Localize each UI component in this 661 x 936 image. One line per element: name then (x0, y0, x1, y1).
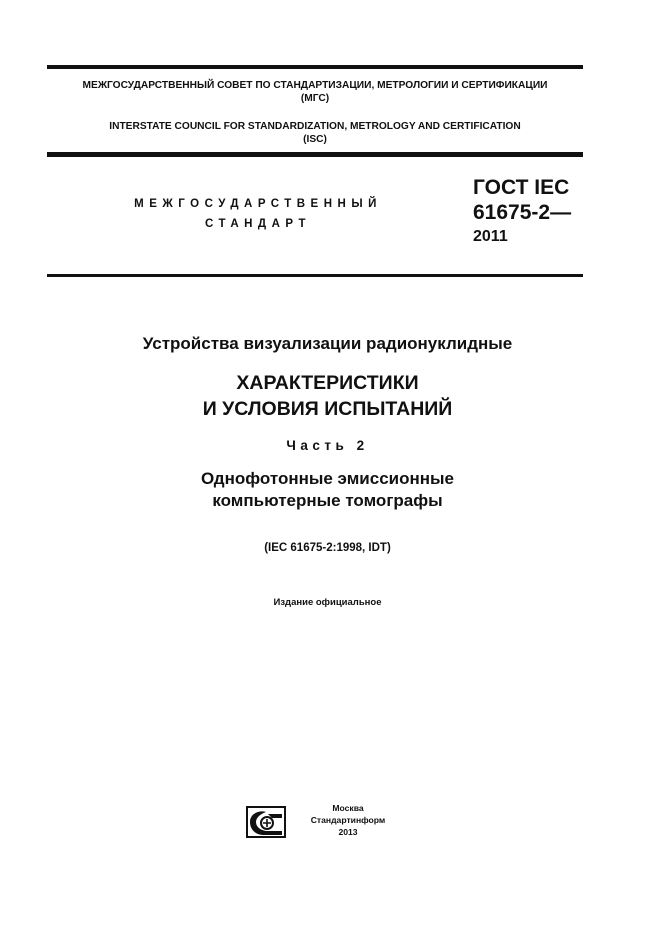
middle-rule (47, 152, 583, 157)
document-title-caps (0, 370, 658, 422)
standartinform-logo-icon (246, 806, 286, 838)
bottom-rule (47, 274, 583, 277)
council-ru-abbr: (МГС) (300, 93, 330, 104)
subtitle-line1: Однофотонные эмиссионные (200, 469, 455, 488)
publisher-block (246, 800, 416, 850)
council-ru (47, 79, 583, 105)
iec-reference: (IEC 61675-2:1998, IDT) (264, 542, 391, 554)
council-en-name: INTERSTATE COUNCIL FOR STANDARDIZATION, METROLOGY AND CERTIFICATION (109, 121, 521, 132)
standard-type-line1: МЕЖГОСУДАРСТВЕННЫЙ (134, 198, 382, 210)
publisher-city: Москва (332, 803, 364, 813)
standard-number-line1: ГОСТ IEC (473, 176, 570, 199)
standard-number (473, 175, 593, 247)
subtitle-line2: компьютерные томографы (212, 491, 443, 510)
council-en (47, 120, 583, 146)
publisher-name: Стандартинформ (310, 815, 386, 825)
standard-number-line2: 61675-2— (473, 201, 572, 224)
standard-type (118, 194, 398, 234)
document-subtitle (0, 468, 658, 512)
edition-note: Издание официальное (273, 597, 382, 608)
council-en-abbr: (ISC) (303, 134, 327, 145)
publisher-year: 2013 (338, 827, 358, 837)
title-caps-line2: И УСЛОВИЯ ИСПЫТАНИЙ (202, 398, 453, 420)
publisher-text (298, 802, 398, 838)
council-ru-name: МЕЖГОСУДАРСТВЕННЫЙ СОВЕТ ПО СТАНДАРТИЗАЦИИ, МЕТРОЛОГИИ И СЕРТИФИКАЦИИ (82, 80, 548, 91)
document-title: Устройства визуализации радионуклидные (142, 334, 513, 353)
top-rule (47, 65, 583, 69)
title-caps-line1: ХАРАКТЕРИСТИКИ (236, 372, 419, 394)
standard-year: 2011 (473, 228, 508, 245)
part-label: Часть 2 (286, 438, 369, 453)
standard-type-line2: СТАНДАРТ (205, 218, 311, 230)
